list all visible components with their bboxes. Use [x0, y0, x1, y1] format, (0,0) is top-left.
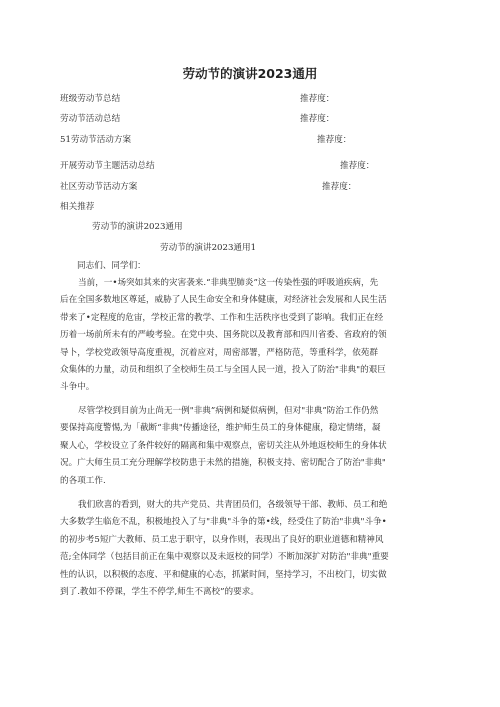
- paragraph-line: 众集体的力量，动员和组织了全校师生员工与全国人民一道，投入了防治"非典"的艰巨: [60, 364, 386, 375]
- paragraph-line: 尽管学校到目前为止尚无一例"非典”病例和疑似病例，但对"非典”防治工作仍然: [78, 406, 379, 416]
- recommendation-rating-label: 推荐度：: [340, 161, 375, 171]
- article-heading: 劳动节的演讲2023通用1: [160, 243, 257, 253]
- paragraph-line: 历着一场前所未有的严峻考验。在党中央、国务院以及教育部和四川省委、省政府的领: [60, 330, 387, 341]
- recommendation-title[interactable]: 51劳动节活动方案: [60, 135, 132, 145]
- recommendation-title[interactable]: 劳动节活动总结: [60, 114, 121, 124]
- paragraph-line: 性的认识，以积极的态度、平和健康的心态，抓紧时间，坚持学习，不出校门，切实做: [60, 569, 387, 580]
- paragraph-line: 后在全国多数地区尊延，威胁了人民生命安全和身体健康，对经济社会发展和人民生活: [60, 295, 387, 306]
- paragraph-line: 范;全体同学（包括目前正在集中观察以及未返校的同学）不断加深扩对防治"非典"重要: [60, 552, 389, 563]
- recommendation-rating-label: 推荐度：: [300, 114, 335, 124]
- paragraph-line: 到了.教如不停课，学生不停学,师生不离校”的要求。: [60, 586, 259, 597]
- paragraph-1: [60, 275, 440, 397]
- recommendation-rating-label: 推荐度：: [322, 182, 357, 192]
- related-link[interactable]: 劳动节的演讲2023通用: [92, 222, 183, 232]
- recommendation-title[interactable]: 社区劳动节活动方案: [60, 182, 138, 192]
- paragraph-line: 大多数学生临危不乱，积极地投入了与"非典"斗争的第•线，经受住了防治"非典"斗争•: [60, 517, 387, 528]
- recommendation-title[interactable]: 班级劳动节总结: [60, 94, 121, 104]
- recommendation-title[interactable]: 开展劳动节主题活动总结: [60, 161, 155, 171]
- paragraph-line: 的初步考5短广大教师、员工忠于职守，以身作则，表现出了良好的职业道德和精神风: [60, 534, 384, 545]
- paragraph-2: [60, 403, 440, 490]
- paragraph-line: 况。广大师生员工充分理解学校防患于未然的措施，积极支持、密切配合了防治"非典": [60, 458, 386, 469]
- recommendation-rating-label: 推荐度：: [300, 94, 335, 104]
- paragraph-line: 聚人心，学校设立了条件较好的隔离和集中观察点，密切关注从外地返校师生的身体状: [60, 440, 387, 451]
- greeting: 同志们、同学们：: [77, 261, 146, 271]
- paragraph-3: [60, 497, 440, 601]
- recommendation-rating-label: 推荐度：: [317, 135, 352, 145]
- paragraph-line: 斗争中。: [60, 382, 95, 393]
- paragraph-line: 带来了•定程度的危宙，学校正常的教学、工作和生活秩序也受到了影响。我们正在经: [60, 312, 384, 323]
- paragraph-line: 我们欣喜的看到，财大的共产党员、共青团员们，各级领导干部、教师、员工和绝: [78, 500, 388, 510]
- paragraph-line: 要保持高度警惕,为「截断“非典"传播途径，维护师生员工的身体健康，稳定情绪，凝: [60, 423, 381, 434]
- related-header: 相关推荐: [60, 202, 95, 212]
- document-title: 劳动节的演讲2023通用: [182, 66, 318, 81]
- paragraph-line: 的各项工作.: [60, 475, 106, 486]
- paragraph-line: 导卜，学校党政领导高度重视，沉着应对，周密部署，严格防范，等重科学，依苑群: [60, 347, 378, 358]
- paragraph-line: 当前，一•场突如其来的灾害袭来.“非典型肺炎”这一传染性强的呼吸道疾病，先: [78, 278, 379, 288]
